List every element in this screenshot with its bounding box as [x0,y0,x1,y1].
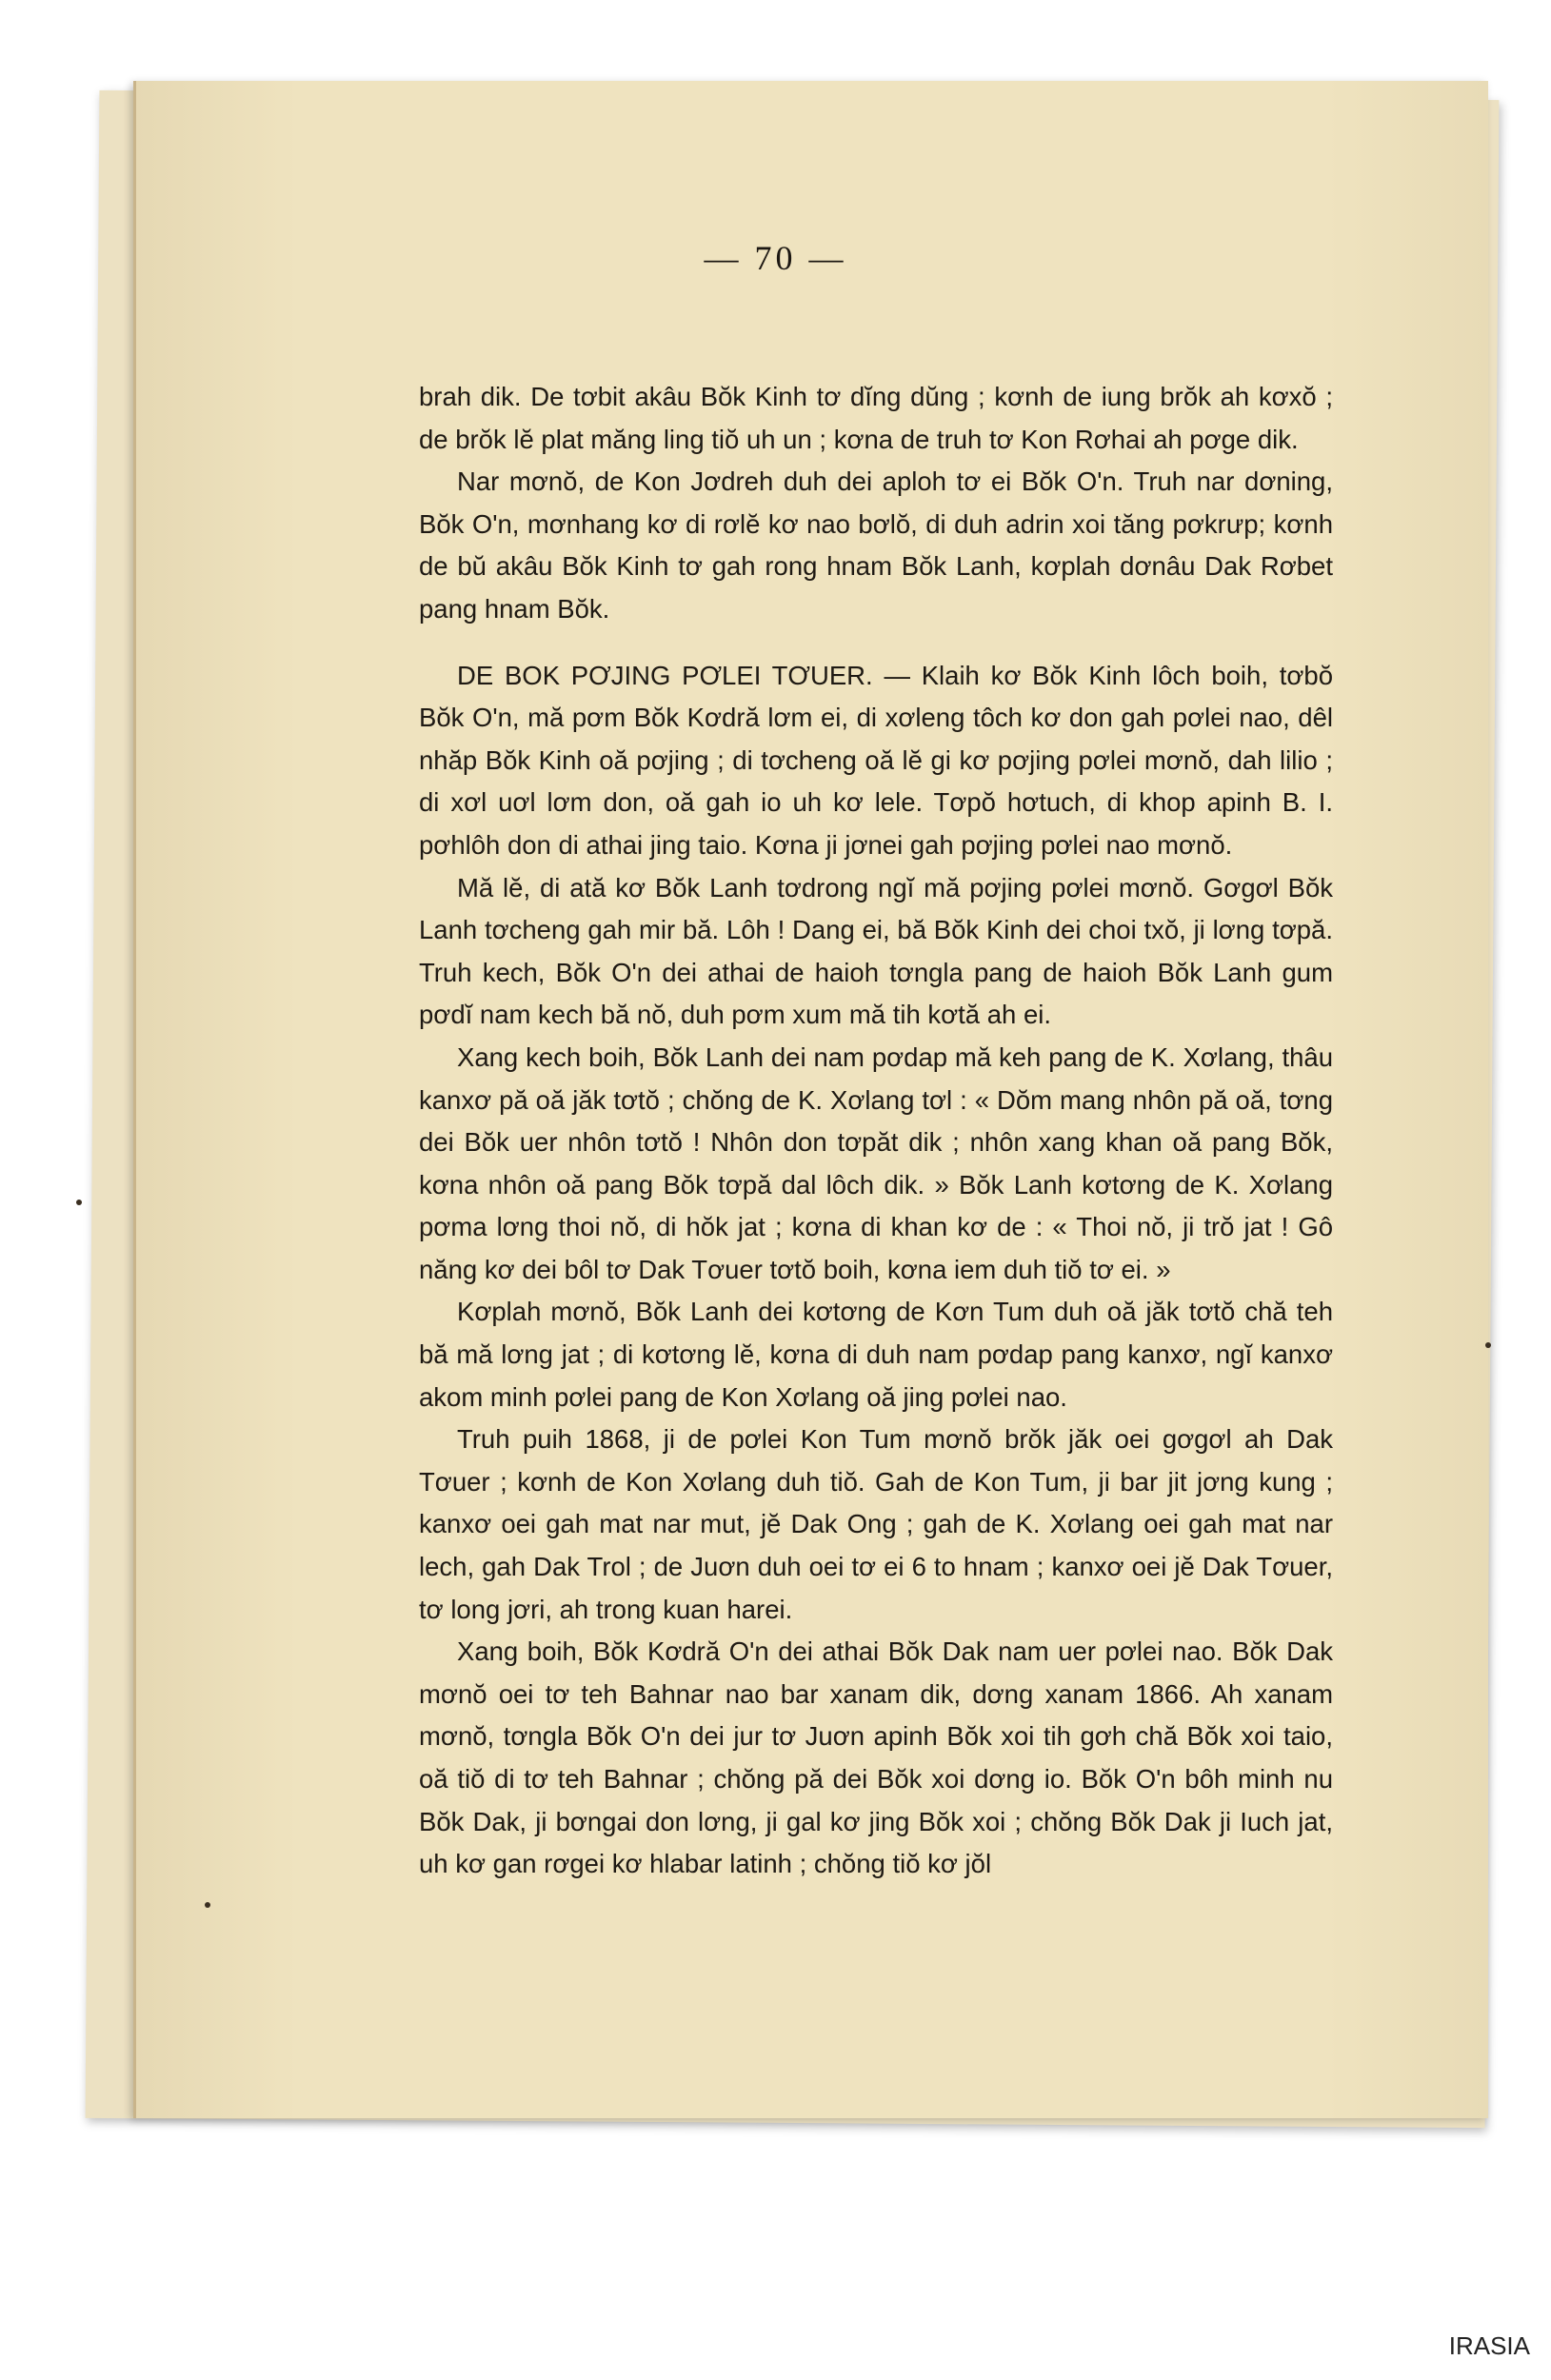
paragraph-3-section: DE BOK PƠJING PƠLEI TƠUER. — Klaih kơ Bŏk Kinh lôch boih, tơbŏ Bŏk O'n, mă pơm Bŏk Kơdră lơm ei, di xơleng tôch kơ don gah pơlei nao, dêl nhăp Bŏk Kinh oă pơjing ; di tơcheng oă lĕ gi kơ pơjing pơlei mơnŏ, dah lilio ; di xơl uơl lơm don, oă gah io uh kơ lele. Tơpŏ hơtuch, di khop apinh B. I. pơhlôh don di athai jing taio. Kơna ji jơnei gah pơjing pơlei nao mơnŏ. [419,660,1333,860]
paper-speck [76,1200,82,1205]
paper-speck [205,1902,210,1908]
paragraph-6: Kơplah mơnŏ, Bŏk Lanh dei kơtơng de Kơn Tum duh oă jăk tơtŏ chă teh bă mă lơng jat ; di kơtơng lĕ, kơna di duh nam pơdap pang kanxơ, ngĭ kanxơ akom minh pơlei pang de Kon Xơlang oă jing pơlei nao. [419,1297,1333,1412]
paragraph-7: Truh puih 1868, ji de pơlei Kon Tum mơnŏ brŏk jăk oei gơgơl ah Dak Tơuer ; kơnh de Kon Xơlang duh tiŏ. Gah de Kon Tum, ji bar jit jơng kung ; kanxơ oei gah mat nar mut, jĕ Dak Ong ; gah de K. Xơlang oei gah mat nar lech, gah Dak Trol ; de Juơn duh oei tơ ei 6 to hnam ; kanxơ oei jĕ Dak Tơuer, tơ long jơri, ah trong kuan harei. [419,1424,1333,1624]
paragraph-1: brah dik. De tơbit akâu Bŏk Kinh tơ dĭng dŭng ; kơnh de iung brŏk ah kơxŏ ; de brŏk lĕ plat măng ling tiŏ uh un ; kơna de truh tơ Kon Rơhai ah pơge dik. [419,382,1333,454]
watermark: IRASIA [1448,2331,1530,2360]
paragraph-8: Xang boih, Bŏk Kơdră O'n dei athai Bŏk Dak nam uer pơlei nao. Bŏk Dak mơnŏ oei tơ teh Bahnar nao bar xanam dik, dơng xanam 1866. Ah xanam mơnŏ, tơngla Bŏk O'n dei jur tơ Juơn apinh Bŏk xoi tih gơh chă Bŏk xoi taio, oă tiŏ di tơ teh Bahnar ; chŏng pă dei Bŏk xoi dơng io. Bŏk O'n bôh minh nu Bŏk Dak, ji bơngai don lơng, ji gal kơ jing Bŏk xoi ; chŏng Bŏk Dak ji Iuch jat, uh kơ gan rơgei kơ hlabar latinh ; chŏng tiŏ kơ jŏl [419,1636,1333,1879]
paragraph-5: Xang kech boih, Bŏk Lanh dei nam pơdap mă keh pang de K. Xơlang, thâu kanxơ pă oă jăk tơtŏ ; chŏng de K. Xơlang tơl : « Dŏm mang nhôn pă oă, tơng dei Bŏk uer nhôn tơtŏ ! Nhôn don tơpăt dik ; nhôn xang khan oă pang Bŏk, kơna nhôn oă pang Bŏk tơpă dal lôch dik. » Bŏk Lanh kơtơng de K. Xơlang pơma lơng thoi nŏ, di hŏk jat ; kơna di khan kơ de : « Thoi nŏ, ji trŏ jat ! Gô năng kơ dei bôl tơ Dak Tơuer tơtŏ boih, kơna iem duh tiŏ tơ ei. » [419,1041,1333,1284]
paragraph-2: Nar mơnŏ, de Kon Jơdreh duh dei aploh tơ ei Bŏk O'n. Truh nar dơning, Bŏk O'n, mơnhang kơ di rơlĕ kơ nao bơlŏ, di duh adrin xoi tăng pơkrưp; kơnh de bŭ akâu Bŏk Kinh tơ gah rong hnam Bŏk Lanh, kơplah dơnâu Dak Rơbet pang hnam Bŏk. [419,466,1333,624]
paragraph-4: Mă lĕ, di ată kơ Bŏk Lanh tơdrong ngĭ mă pơjing pơlei mơnŏ. Gơgơl Bŏk Lanh tơcheng gah mir bă. Lôh ! Dang ei, bă Bŏk Kinh dei choi txŏ, ji lơng tơpă. Truh kech, Bŏk O'n dei athai de haioh tơngla pang de haioh Bŏk Lanh gum pơdĭ nam kech bă nŏ, duh pơm xum mă tih kơtă ah ei. [419,872,1333,1030]
page-number: — 70 — [704,239,847,277]
paper-speck [1485,1342,1491,1348]
body-text [419,376,1333,1886]
